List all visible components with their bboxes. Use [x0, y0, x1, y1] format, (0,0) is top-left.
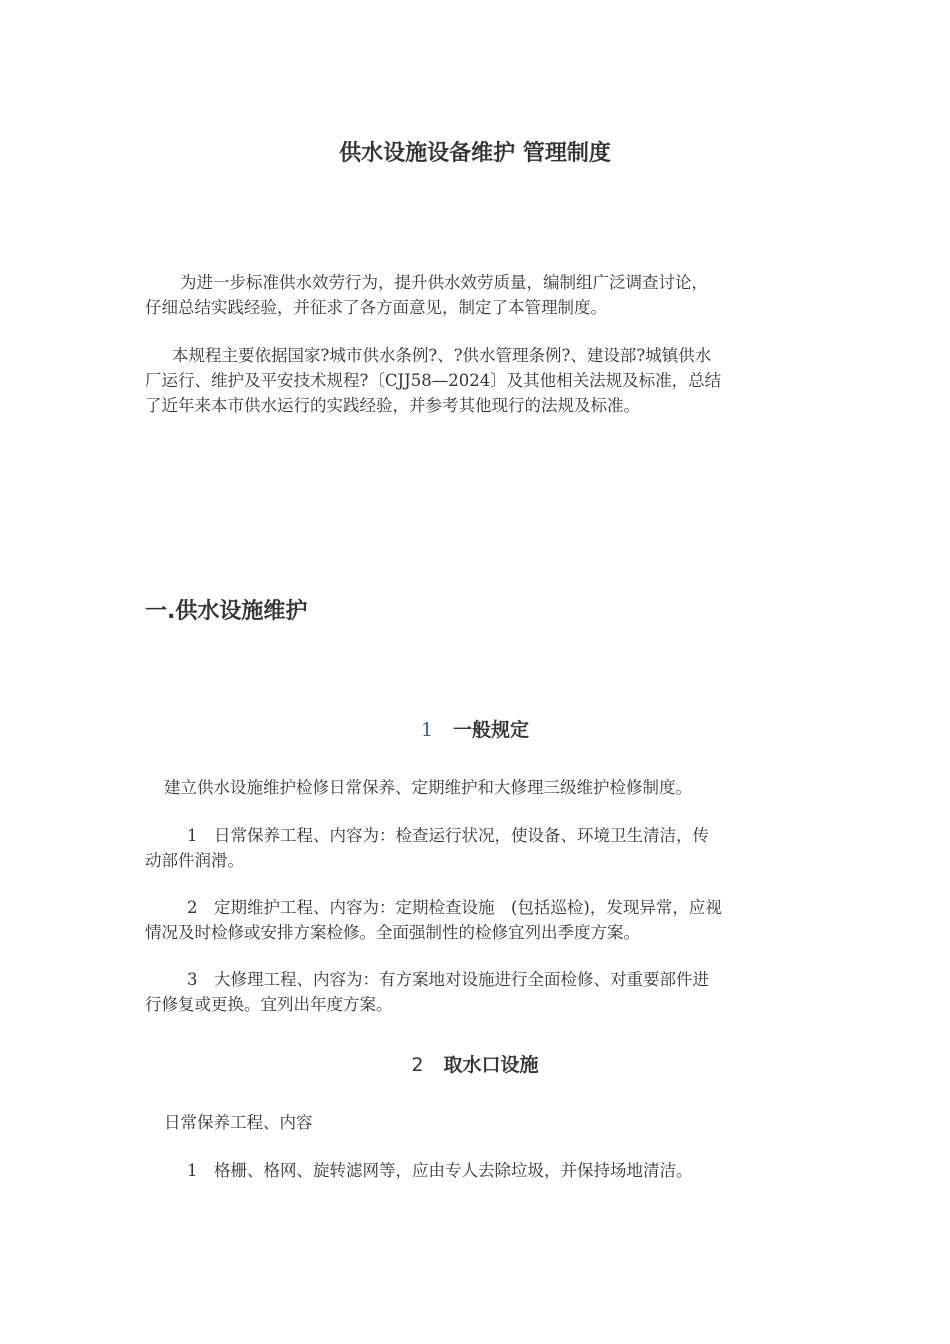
general-item-3-line-2: 行修复或更换。宜列出年度方案。: [145, 995, 393, 1014]
general-item-3-line-1: 3 大修理工程、内容为：有方案地对设施进行全面检修、对重要部件进: [187, 970, 709, 989]
subsection-title: 取水口设施: [443, 1054, 539, 1076]
subsection-heading-general: [0, 715, 950, 742]
intro-paragraph-1-line-2: 仔细总结实践经验，并征求了各方面意见，制定了本管理制度。: [145, 298, 607, 317]
page-title: 供水设施设备维护 管理制度: [339, 141, 611, 166]
general-item-2-line-2: 情况及时检修或安排方案检修。全面强制性的检修宜列出季度方案。: [145, 923, 640, 942]
subsection-number: 1: [421, 719, 434, 741]
subsection-title: 一般规定: [452, 719, 529, 741]
intake-lead: 日常保养工程、内容: [164, 1113, 313, 1132]
intro-paragraph-2-line-3: 了近年来本市供水运行的实践经验，并参考其他现行的法规及标准。: [145, 396, 640, 415]
general-lead: 建立供水设施维护检修日常保养、定期维护和大修理三级维护检修制度。: [164, 778, 692, 797]
intro-paragraph-1-line-1: 为进一步标准供水效劳行为，提升供水效劳质量，编制组广泛调查讨论，: [180, 273, 708, 292]
intake-item-1: 1 格栅、格网、旋转滤网等，应由专人去除垃圾，并保持场地清洁。: [187, 1161, 693, 1180]
general-item-1-line-2: 动部件润滑。: [145, 851, 244, 870]
section-heading: 一.供水设施维护: [145, 599, 308, 624]
subsection-heading-intake: [0, 1050, 950, 1077]
intro-paragraph-2-line-2: 厂运行、维护及平安技术规程?〔CJJ58—2024〕及其他相关法规及标准，总结: [145, 371, 722, 390]
general-item-1-line-1: 1 日常保养工程、内容为：检查运行状况，使设备、环境卫生清洁，传: [187, 826, 709, 845]
intro-paragraph-2-line-1: 本规程主要依据国家?城市供水条例?、?供水管理条例?、建设部?城镇供水: [172, 346, 712, 365]
general-item-2-line-1: 2 定期维护工程、内容为：定期检查设施 (包括巡检)，发现异常，应视: [187, 898, 722, 917]
subsection-number: 2: [411, 1054, 424, 1076]
